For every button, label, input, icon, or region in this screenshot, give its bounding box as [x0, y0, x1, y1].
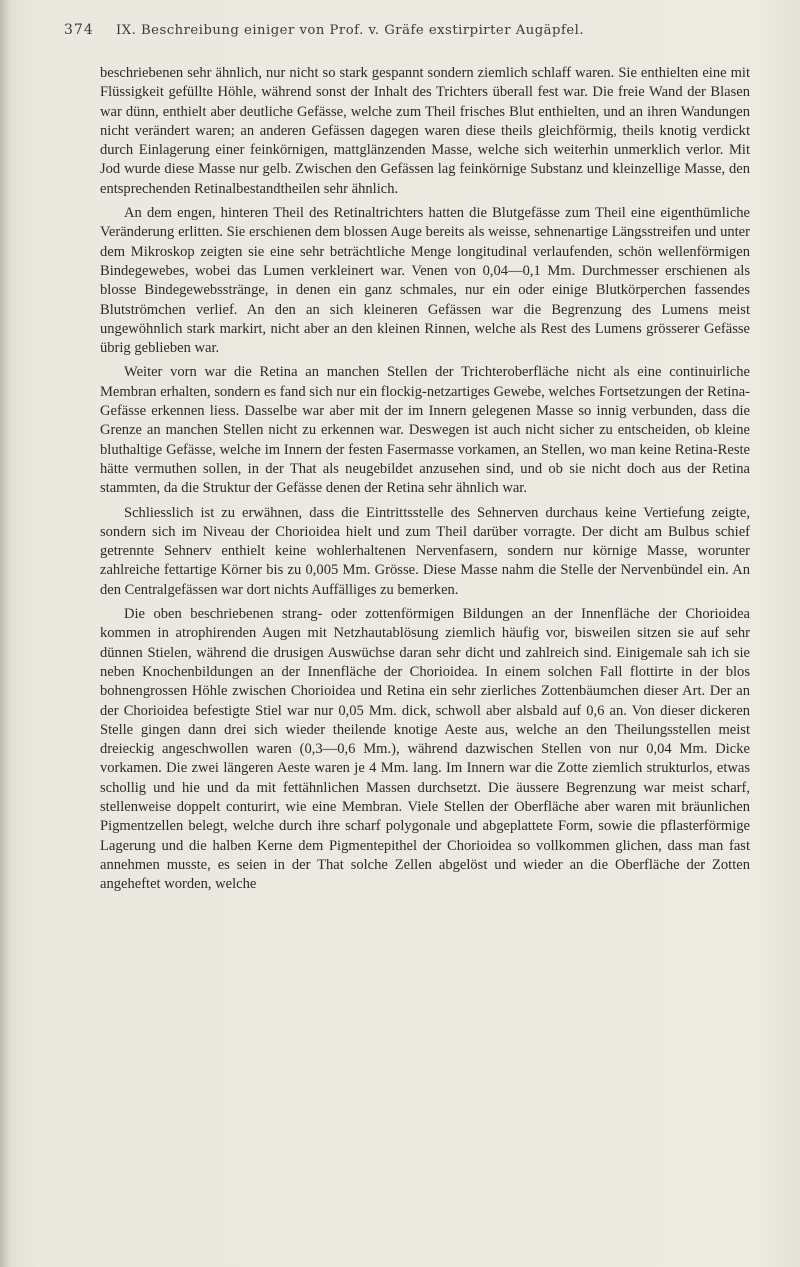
page-binding-shadow: [0, 0, 10, 1267]
paragraph-3: Weiter vorn war die Retina an manchen Stellen der Trichteroberfläche nicht als eine continuirliche Membran erhalten, sondern es fand sich nur ein flockig-netzartiges Gewebe, welches Fortsetzungen der Retina-Gefässe erkennen liess. Dasselbe war aber mit der im Innern gelegenen Masse so innig verbunden, dass die Grenze an manchen Stellen nicht zu erkennen war. Deswegen ist auch nicht sicher zu entscheiden, ob kleine bluthaltige Gefässe, welche im Innern der festen Fasermasse vorkamen, an Stellen, wo man keine Retina-Reste hätte vermuthen sollen, in der That als neugebildet anzusehen sind, und ob sie nicht doch aus der Retina stammten, da die Struktur der Gefässe denen der Retina sehr ähnlich war.: [100, 364, 750, 497]
body-text: [100, 64, 750, 894]
paragraph-2: An dem engen, hinteren Theil des Retinaltrichters hatten die Blutgefässe zum Theil eine eigenthümliche Veränderung erlitten. Sie erschienen dem blossen Auge bereits als weisse, sehnenartige Längsstreifen und unter dem Mikroskop zeigten sie eine sehr beträchtliche Menge longitudinal verlaufenden, schön wellenförmigen Bindegewebes, wobei das Lumen verkleinert war. Venen von 0,04—0,1 Mm. Durchmesser erschienen als blosse Bindegewebsstränge, in denen ein ganz schmales, nur ein oder einige Blutkörperchen fassendes Blutströmchen verlief. An den an sich kleineren Gefässen war die Begrenzung des Lumens meist ungewöhnlich stark markirt, nicht aber an den kleinen Rinnen, welche als Rest des Lumens grösserer Gefässe übrig geblieben war.: [100, 205, 750, 357]
paragraph-1: beschriebenen sehr ähnlich, nur nicht so stark gespannt sondern ziemlich schlaff waren. Sie enthielten eine mit Flüssigkeit gefüllte Höhle, während sonst der Inhalt des Trichters überall fest war. Die freie Wand der Blasen war dünn, enthielt aber deutliche Gefässe, welche zum Theil frisches Blut enthielten, und an ihren Wandungen nicht verändert waren; an anderen Gefässen dagegen waren diese theils gleichförmig, theils knotig verdickt durch Einlagerung einer feinkörnigen, mattglänzenden Masse, welche sich weiterhin unmerklich verlor. Mit Jod wurde diese Masse nur gelb. Zwischen den Gefässen lag feinkörnige Substanz und kleinzellige Masse, den entsprechenden Retinalbestandtheilen sehr ähnlich.: [100, 65, 750, 197]
page-number: 374: [64, 22, 94, 38]
running-head: IX. Beschreibung einiger von Prof. v. Gräfe exstirpirter Augäpfel.: [116, 23, 585, 38]
paragraph-4: Schliesslich ist zu erwähnen, dass die Eintrittsstelle des Sehnerven durchaus keine Vertiefung zeigte, sondern sich im Niveau der Chorioidea hielt und zum Theil darüber vorragte. Der dicht am Bulbus schief getrennte Sehnerv enthielt keine wohlerhaltenen Nervenfasern, sondern nur körnige Masse, worunter zahlreiche fettartige Körner bis zu 0,005 Mm. Grösse. Diese Masse nahm die Stelle der Nervenbündel ein. An den Centralgefässen war dort nichts Auffälliges zu bemerken.: [100, 504, 750, 598]
page-header: [64, 22, 744, 46]
paragraph-5: Die oben beschriebenen strang- oder zottenförmigen Bildungen an der Innenfläche der Chorioidea kommen in atrophirenden Augen mit Netzhautablösung ziemlich häufig vor, bisweilen sitzen sie auf sehr dünnen Stielen, während die drusigen Auswüchse daran sehr dicht und zahlreich sind. Einigemale sah ich sie neben Knochenbildungen an der Innenfläche der Chorioidea. In einem solchen Fall flottirte in der blos bohnengrossen Höhle zwischen Chorioidea und Retina ein sehr zierliches Zottenbäumchen dieser Art. Der an der Chorioidea befestigte Stiel war nur 0,05 Mm. dick, schwoll aber alsbald auf 0,6 an. Von dieser dickeren Stelle gingen dann drei sich wieder theilende knotige Aeste aus, welche an den Theilungsstellen meist dreieckig angeschwollen waren (0,3—0,6 Mm.), während dazwischen Stellen von nur 0,04 Mm. Dicke vorkamen. Die zwei längeren Aeste waren je 4 Mm. lang. Im Innern war die Zotte ziemlich strukturlos, etwas schollig und hie und da mit fettähnlichen Massen durchsetzt. Die äussere Begrenzung war meist scharf, stellenweise doppelt conturirt, wie eine Membran. Viele Stellen der Oberfläche aber waren mit bräunlichen Pigmentzellen belegt, welche durch ihre scharf polygonale und abgeplattete Form, sowie die pflasterförmige Lagerung und die halben Kerne dem Pigmentepithel der Chorioidea so vollkommen glichen, dass man fast annehmen musste, es seien in der That solche Zellen abgelöst und wieder an die Oberfläche der Zotten angeheftet worden, welche: [100, 606, 750, 893]
